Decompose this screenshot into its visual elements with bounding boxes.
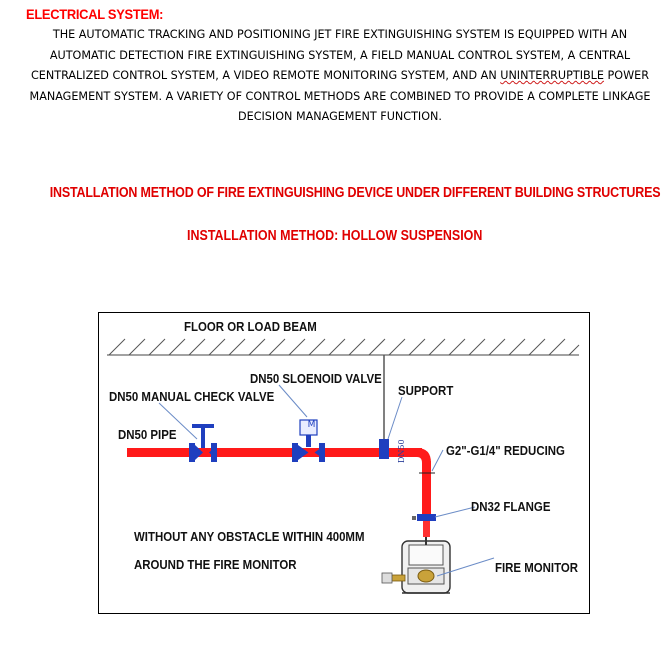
spellcheck-word: UNINTERRUPTIBLE [500,69,604,82]
reducer [423,519,430,537]
flange-label: DN32 FLANGE [471,499,551,514]
paragraph-part-1: THE AUTOMATIC TRACKING AND POSITIONING JET FIRE EXTINGUISHING SYSTEM IS EQUIPPED WITH AN AUTOMATIC DETECTION FIRE EXTINGUISHING SYSTEM, A FIELD MANUAL CONTROL SYSTEM, A CENTRAL CENTRALIZED CONTROL SYSTEM, A VIDEO REMOTE MONITORING SYSTEM, AND AN [30,28,631,82]
installation-heading-text: INSTALLATION METHOD OF FIRE EXTINGUISHING DEVICE UNDER DIFFERENT BUILDING STRUCTURES [49,185,661,201]
pipe-label: DN50 PIPE [118,427,177,442]
installation-diagram [98,312,590,614]
fire-monitor-drawing [382,537,450,593]
solenoid-valve-label: DN50 SLOENOID VALVE [250,371,382,386]
ceiling-hatching [109,339,579,355]
dn32-flange [417,514,436,521]
vertical-pipe [422,461,431,521]
main-pipe [127,448,422,457]
check-valve-label: DN50 MANUAL CHECK VALVE [109,389,275,404]
flange-bolt [412,516,416,520]
method-heading [0,228,669,244]
reducing-label: G2"-G1/4" REDUCING [446,443,565,458]
description-paragraph [20,25,660,128]
obstacle-label-line-1: WITHOUT ANY OBSTACLE WITHIN 400MM [134,529,365,544]
fire-monitor-label: FIRE MONITOR [495,560,579,575]
paragraph-part-2: POWER MANAGEMENT SYSTEM. A VARIETY OF CONTROL METHODS ARE COMBINED TO PROVIDE A COMPLETE LINKAGE DECISION MANAGEMENT FUNCTION. [29,69,651,123]
floor-label: FLOOR OR LOAD BEAM [184,319,317,334]
dn50-tag: DN50 [397,439,406,463]
support-clamp [379,439,389,459]
installation-heading [0,185,669,201]
support-label: SUPPORT [398,383,454,398]
method-heading-text: INSTALLATION METHOD: HOLLOW SUSPENSION [186,228,483,244]
section-title: ELECTRICAL SYSTEM: [26,6,164,22]
solenoid-valve-letter: M [307,420,316,430]
pipe-elbow [417,448,431,463]
obstacle-label-line-2: AROUND THE FIRE MONITOR [134,557,297,572]
